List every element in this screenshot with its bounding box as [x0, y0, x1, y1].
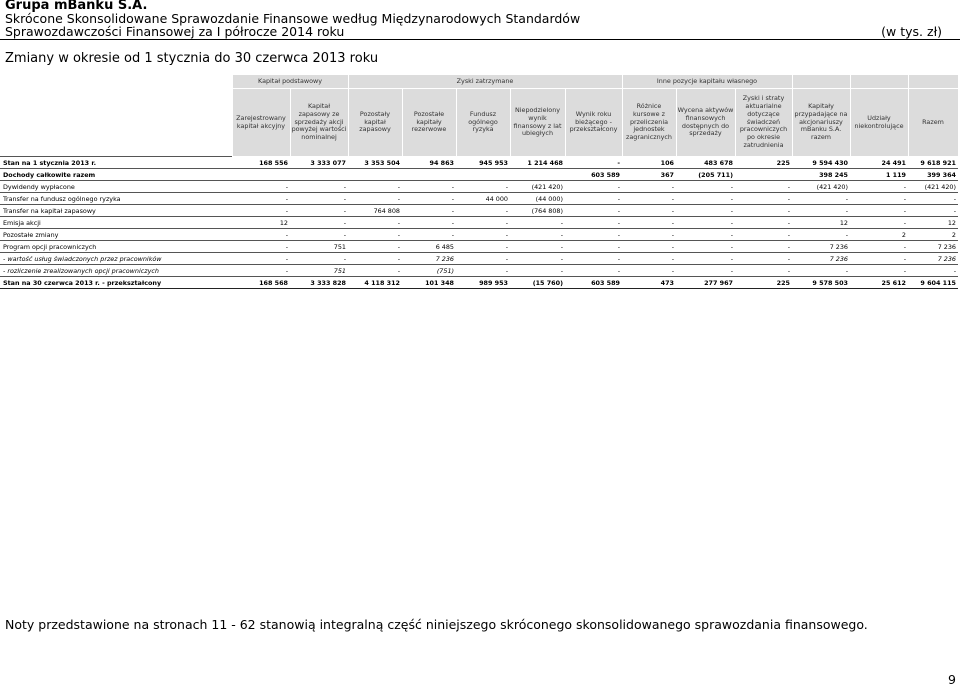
- report-title-line2: Sprawozdawczości Finansowej za I półrocze 2014 roku: [5, 24, 345, 39]
- table-row: [0, 205, 958, 217]
- column-header: Fundusz ogólnego ryzyka: [456, 89, 510, 157]
- table-cell: -: [232, 181, 290, 193]
- table-row: [0, 157, 958, 169]
- table-cell: -: [735, 241, 792, 253]
- table-cell: (421 420): [510, 181, 565, 193]
- table-cell: -: [510, 241, 565, 253]
- table-cell: -: [735, 181, 792, 193]
- table-cell: -: [402, 205, 456, 217]
- table-cell: (421 420): [908, 181, 958, 193]
- table-cell: -: [735, 193, 792, 205]
- column-header: Niepodzielony wynik finansowy z lat ubiegłych: [510, 89, 565, 157]
- row-label: Dywidendy wypłacone: [0, 181, 232, 193]
- group-header-blank: [850, 75, 908, 89]
- table-cell: (764 808): [510, 205, 565, 217]
- group-header-blank: [908, 75, 958, 89]
- table-cell: -: [792, 205, 850, 217]
- table-cell: 9 618 921: [908, 157, 958, 169]
- table-cell: -: [622, 229, 676, 241]
- table-cell: -: [402, 181, 456, 193]
- row-label: Stan na 30 czerwca 2013 r. - przekształcony: [0, 277, 232, 289]
- table-cell: -: [565, 217, 622, 229]
- table-cell: -: [510, 217, 565, 229]
- table-cell: 9 594 430: [792, 157, 850, 169]
- table-cell: [735, 169, 792, 181]
- table-cell: -: [290, 217, 348, 229]
- table-cell: -: [348, 229, 402, 241]
- table-cell: -: [565, 193, 622, 205]
- table-cell: -: [402, 229, 456, 241]
- table-cell: -: [510, 265, 565, 277]
- table-cell: [402, 169, 456, 181]
- table-cell: -: [456, 241, 510, 253]
- table-cell: 7 236: [792, 241, 850, 253]
- table-cell: 44 000: [456, 193, 510, 205]
- table-cell: -: [456, 265, 510, 277]
- table-cell: [510, 169, 565, 181]
- table-cell: 1 119: [850, 169, 908, 181]
- column-header: Zarejestrowany kapitał akcyjny: [232, 89, 290, 157]
- table-cell: -: [565, 253, 622, 265]
- table-cell: -: [676, 205, 735, 217]
- table-cell: -: [792, 229, 850, 241]
- table-cell: (751): [402, 265, 456, 277]
- table-row: [0, 253, 958, 265]
- table-row: [0, 277, 958, 289]
- row-label: Emisja akcji: [0, 217, 232, 229]
- row-label: Transfer na fundusz ogólnego ryzyka: [0, 193, 232, 205]
- table-cell: -: [565, 181, 622, 193]
- column-header: Pozostały kapitał zapasowy: [348, 89, 402, 157]
- table-cell: 168 556: [232, 157, 290, 169]
- table-cell: -: [735, 253, 792, 265]
- table-row: [0, 193, 958, 205]
- table-cell: -: [622, 181, 676, 193]
- table-cell: -: [290, 193, 348, 205]
- table-cell: 3 333 828: [290, 277, 348, 289]
- table-cell: 6 485: [402, 241, 456, 253]
- row-label: Dochody całkowite razem: [0, 169, 232, 181]
- table-cell: 483 678: [676, 157, 735, 169]
- table-cell: -: [348, 217, 402, 229]
- table-cell: -: [735, 217, 792, 229]
- row-label: Transfer na kapitał zapasowy: [0, 205, 232, 217]
- table-cell: 12: [232, 217, 290, 229]
- table-cell: -: [232, 205, 290, 217]
- table-cell: 1 214 468: [510, 157, 565, 169]
- column-header: Kapitały przypadające na akcjonariuszy mBanku S.A. razem: [792, 89, 850, 157]
- table-cell: -: [850, 181, 908, 193]
- table-cell: -: [850, 253, 908, 265]
- table-cell: [348, 169, 402, 181]
- table-cell: 751: [290, 241, 348, 253]
- table-cell: -: [908, 265, 958, 277]
- table-cell: -: [565, 241, 622, 253]
- column-header: Kapitał zapasowy ze sprzedaży akcji powyżej wartości nominalnej: [290, 89, 348, 157]
- report-title-line1: Skrócone Skonsolidowane Sprawozdanie Finansowe według Międzynarodowych Standardów: [5, 11, 581, 26]
- table-cell: -: [622, 205, 676, 217]
- equity-changes-table: [0, 74, 959, 289]
- table-row: [0, 217, 958, 229]
- table-cell: -: [290, 253, 348, 265]
- table-row: [0, 229, 958, 241]
- table-cell: -: [456, 205, 510, 217]
- table-body: [0, 157, 958, 289]
- table-cell: -: [622, 217, 676, 229]
- group-header-other-equity: Inne pozycje kapitału własnego: [622, 75, 792, 89]
- table-cell: 7 236: [402, 253, 456, 265]
- table-cell: -: [676, 193, 735, 205]
- table-cell: 9 578 503: [792, 277, 850, 289]
- table-cell: 398 245: [792, 169, 850, 181]
- group-header-blank: [792, 75, 850, 89]
- table-cell: -: [348, 181, 402, 193]
- table-cell: -: [622, 265, 676, 277]
- table-cell: -: [908, 193, 958, 205]
- table-cell: -: [232, 229, 290, 241]
- table-cell: 945 953: [456, 157, 510, 169]
- table-row: [0, 169, 958, 181]
- table-cell: -: [348, 265, 402, 277]
- table-cell: -: [676, 241, 735, 253]
- table-cell: -: [510, 229, 565, 241]
- table-row: [0, 241, 958, 253]
- period-title: Zmiany w okresie od 1 stycznia do 30 czerwca 2013 roku: [5, 51, 379, 66]
- page-number: 9: [948, 672, 956, 687]
- column-header: Zyski i straty aktuarialne dotyczące świadczeń pracowniczych po okresie zatrudnienia: [735, 89, 792, 157]
- table-cell: -: [735, 205, 792, 217]
- row-label: Stan na 1 stycznia 2013 r.: [0, 157, 232, 169]
- table-cell: 603 589: [565, 277, 622, 289]
- table-cell: -: [402, 217, 456, 229]
- row-label: - wartość usług świadczonych przez pracowników: [0, 253, 232, 265]
- table-cell: 399 364: [908, 169, 958, 181]
- table-cell: -: [510, 253, 565, 265]
- footer-note: Noty przedstawione na stronach 11 - 62 stanowią integralną część niniejszego skróconego skonsolidowanego sprawozdania finansowego.: [5, 617, 868, 632]
- table-cell: 277 967: [676, 277, 735, 289]
- table-cell: 24 491: [850, 157, 908, 169]
- row-label: - rozliczenie zrealizowanych opcji pracowniczych: [0, 265, 232, 277]
- group-header-retained-earnings: Zyski zatrzymane: [348, 75, 622, 89]
- column-header: Wycena aktywów finansowych dostępnych do sprzedaży: [676, 89, 735, 157]
- table-cell: -: [456, 253, 510, 265]
- table-cell: [232, 169, 290, 181]
- table-cell: -: [232, 265, 290, 277]
- table-cell: 3 353 504: [348, 157, 402, 169]
- table-cell: 101 348: [402, 277, 456, 289]
- table-cell: -: [792, 265, 850, 277]
- table-cell: -: [735, 229, 792, 241]
- table-cell: 25 612: [850, 277, 908, 289]
- table-cell: -: [456, 217, 510, 229]
- table-cell: [290, 169, 348, 181]
- company-name: Grupa mBanku S.A.: [5, 0, 148, 13]
- table-cell: (15 760): [510, 277, 565, 289]
- table-cell: 2: [908, 229, 958, 241]
- table-cell: -: [232, 253, 290, 265]
- table-cell: 7 236: [908, 253, 958, 265]
- table-cell: 4 118 312: [348, 277, 402, 289]
- table-cell: (205 711): [676, 169, 735, 181]
- currency-unit: (w tys. zł): [881, 24, 942, 39]
- column-header: Razem: [908, 89, 958, 157]
- table-cell: [456, 169, 510, 181]
- table-cell: 168 568: [232, 277, 290, 289]
- table-cell: 603 589: [565, 169, 622, 181]
- table-cell: -: [676, 265, 735, 277]
- table-cell: -: [290, 181, 348, 193]
- table-cell: -: [735, 265, 792, 277]
- table-cell: -: [676, 229, 735, 241]
- table-cell: 7 236: [792, 253, 850, 265]
- table-cell: 3 333 077: [290, 157, 348, 169]
- table-cell: 367: [622, 169, 676, 181]
- table-cell: -: [850, 241, 908, 253]
- table-cell: -: [850, 205, 908, 217]
- table-cell: -: [850, 265, 908, 277]
- row-label: Program opcji pracowniczych: [0, 241, 232, 253]
- table-cell: 751: [290, 265, 348, 277]
- table-cell: 9 604 115: [908, 277, 958, 289]
- table-cell: -: [850, 193, 908, 205]
- table-cell: -: [290, 205, 348, 217]
- table-cell: 989 953: [456, 277, 510, 289]
- table-cell: -: [232, 241, 290, 253]
- header-blank: [0, 75, 232, 89]
- table-cell: 225: [735, 277, 792, 289]
- table-cell: -: [456, 181, 510, 193]
- table-cell: -: [456, 229, 510, 241]
- table-cell: -: [565, 157, 622, 169]
- column-header: Udziały niekontrolujące: [850, 89, 908, 157]
- table-cell: -: [348, 241, 402, 253]
- table-cell: -: [622, 253, 676, 265]
- table-cell: -: [676, 253, 735, 265]
- table-cell: 106: [622, 157, 676, 169]
- table-cell: 12: [908, 217, 958, 229]
- table-cell: -: [622, 193, 676, 205]
- table-cell: 473: [622, 277, 676, 289]
- table-cell: -: [622, 241, 676, 253]
- table-row: [0, 265, 958, 277]
- table-cell: -: [565, 265, 622, 277]
- table-row: [0, 181, 958, 193]
- table-cell: -: [565, 229, 622, 241]
- header-divider: [0, 39, 960, 40]
- header-blank: [0, 89, 232, 157]
- table-cell: -: [792, 193, 850, 205]
- row-label: Pozostałe zmiany: [0, 229, 232, 241]
- column-header: Wynik roku bieżącego - przekształcony: [565, 89, 622, 157]
- table-cell: 764 808: [348, 205, 402, 217]
- table-cell: 225: [735, 157, 792, 169]
- table-cell: -: [908, 205, 958, 217]
- table-cell: -: [290, 229, 348, 241]
- table-cell: -: [676, 217, 735, 229]
- column-header: Pozostałe kapitały rezerwowe: [402, 89, 456, 157]
- table-cell: (44 000): [510, 193, 565, 205]
- table-cell: 2: [850, 229, 908, 241]
- table-cell: -: [850, 217, 908, 229]
- column-header: Różnice kursowe z przeliczenia jednostek zagranicznych: [622, 89, 676, 157]
- group-header-share-capital: Kapitał podstawowy: [232, 75, 348, 89]
- table-cell: 12: [792, 217, 850, 229]
- table-cell: -: [348, 193, 402, 205]
- table-cell: -: [232, 193, 290, 205]
- table-cell: 94 863: [402, 157, 456, 169]
- table-cell: -: [348, 253, 402, 265]
- table-cell: -: [676, 181, 735, 193]
- table-cell: 7 236: [908, 241, 958, 253]
- table-cell: -: [565, 205, 622, 217]
- table-cell: -: [402, 193, 456, 205]
- table-cell: (421 420): [792, 181, 850, 193]
